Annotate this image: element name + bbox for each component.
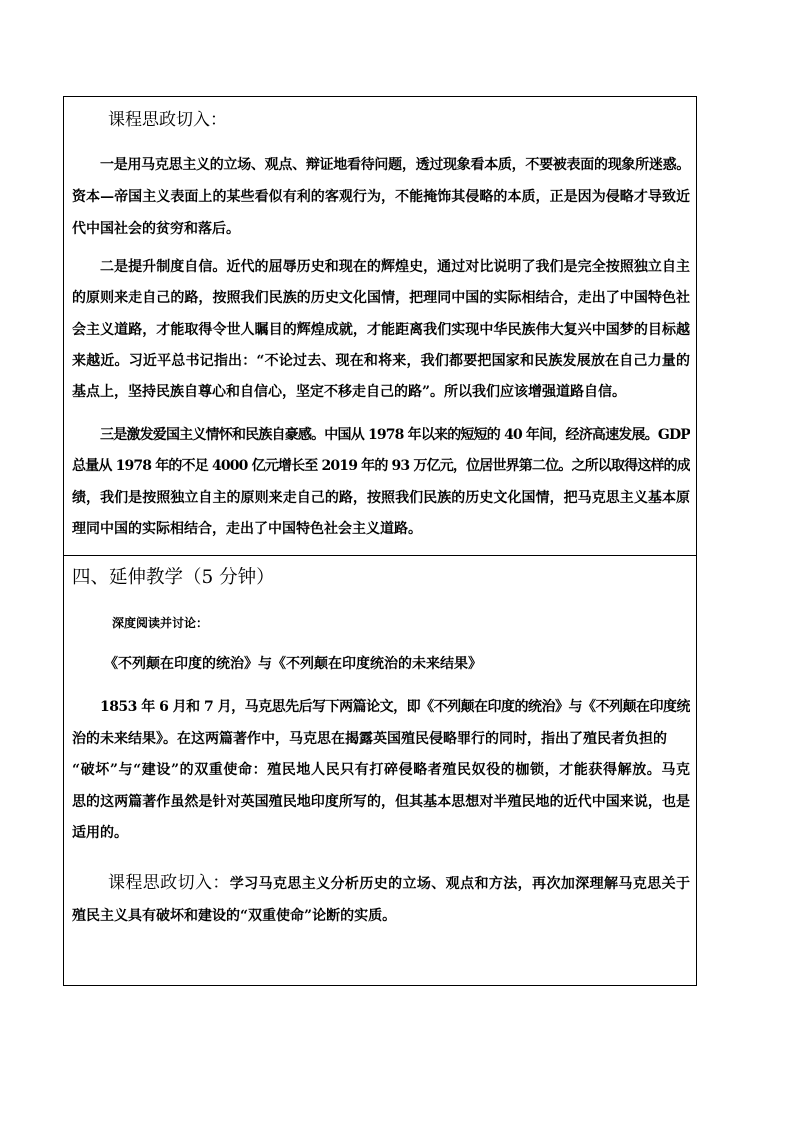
text-line: 的原则来走自己的路，按照我们民族的历史文化国情，把理同中国的实际相结合，走出了中国特色社 <box>72 290 690 307</box>
text-line: 殖民主义具有破坏和建设的“双重使命”论断的实质。 <box>72 908 397 924</box>
text-line: 思的这两篇著作虽然是针对英国殖民地印度所写的，但其基本思想对半殖民地的近代中国来说，也是 <box>72 793 690 810</box>
reading-titles <box>72 653 690 675</box>
text-line: 资本—帝国主义表面上的某些看似有利的客观行为，不能掩饰其侵略的本质，正是因为侵略才导致近 <box>72 189 690 205</box>
summary-text: 学习马克思主义分析历史的立场、观点和方法，再次加深理解马克思关于 <box>229 876 690 892</box>
prompt-text: 深度阅读并讨论： <box>112 616 209 630</box>
text-line: 会主义道路，才能取得令世人瞩目的辉煌成就，才能距离我们实现中华民族伟大复兴中国梦的目标越 <box>72 321 690 338</box>
reading-prompt <box>72 613 690 633</box>
text-line: 三是激发爱国主义情怀和民族自豪感。中国从 1978 年以来的短短的 40 年间，经济高速发展。GDP <box>100 427 690 443</box>
section-heading-extension <box>72 565 690 591</box>
heading-text: 课程思政切入： <box>108 110 227 130</box>
text-line: 基点上，坚持民族自尊心和自信心，坚定不移走自己的路”。所以我们应该增强道路自信。 <box>72 384 627 401</box>
text-line: 代中国社会的贫穷和落后。 <box>72 221 240 237</box>
paragraph-dialectical-view <box>72 149 690 245</box>
text-line: 治的未来结果》。在这两篇著作中，马克思在揭露英国殖民侵略罪行的同时，指出了殖民者负担的 <box>72 730 667 747</box>
section-heading-ideology <box>72 108 690 132</box>
text-line: 总量从 1978 年的不足 4000 亿元增长至 2019 年的 93 万亿元，位居世界第二位。之所以取得这样的成 <box>72 458 690 475</box>
lesson-plan-table <box>63 96 697 986</box>
text-line: 二是提升制度自信。近代的屈辱历史和现在的辉煌史，通过对比说明了我们是完全按照独立自主 <box>100 259 690 275</box>
text-line: 适用的。 <box>72 825 128 841</box>
paragraph-patriotism <box>72 420 690 545</box>
row-extension-teaching <box>64 556 696 985</box>
text-line: “破坏”与“建设”的双重使命：殖民地人民只有打碎侵略者殖民奴役的枷锁，才能获得解放。马克 <box>72 762 690 778</box>
text-line: 理同中国的实际相结合，走出了中国特色社会主义道路。 <box>72 520 422 537</box>
text-line: 一是用马克思主义的立场、观点、辩证地看待问题，透过现象看本质，不要被表面的现象所迷惑。 <box>100 157 690 173</box>
heading-text: 四、延伸教学（5 分钟） <box>72 567 275 588</box>
text-line: 绩，我们是按照独立自主的原则来走自己的路，按照我们民族的历史文化国情，把马克思主义基本原 <box>72 489 690 506</box>
paragraph-marx-essays <box>72 692 690 850</box>
paragraph-ideology-summary <box>72 867 690 932</box>
text-line: 1853 年 6 月和 7 月，马克思先后写下两篇论文，即《不列颠在印度的统治》与《不列颠在印度统 <box>100 699 690 715</box>
row-ideology-section <box>64 97 696 556</box>
text-line: 来越近。习近平总书记指出：“不论过去、现在和将来，我们都要把国家和民族发展放在自己力量的 <box>72 352 690 369</box>
titles-text: 《不列颠在印度的统治》与《不列颠在印度统治的未来结果》 <box>104 656 482 672</box>
text-line <box>72 867 690 900</box>
ideology-label: 课程思政切入： <box>108 873 230 893</box>
paragraph-institutional-confidence <box>72 252 690 408</box>
